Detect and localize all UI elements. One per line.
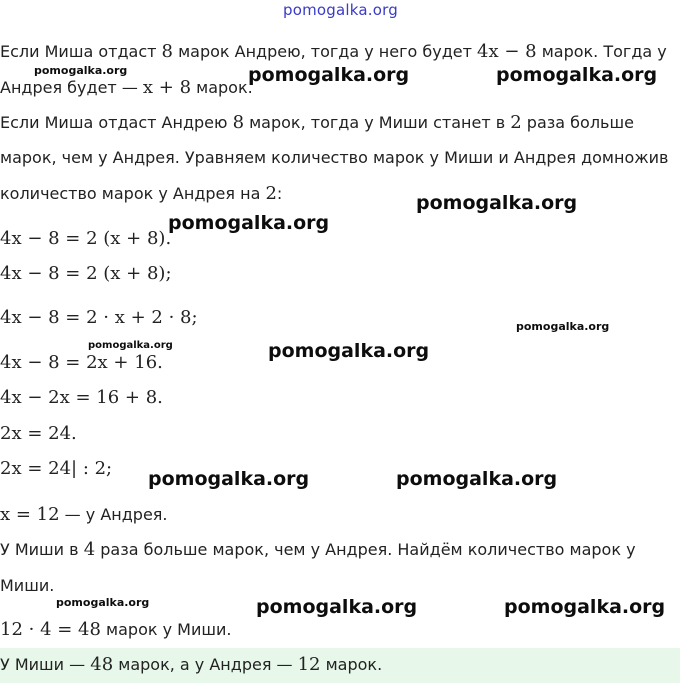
text-segment: раза больше xyxy=(521,113,634,132)
text-line xyxy=(0,78,253,98)
text-line xyxy=(0,620,232,640)
watermark: pomogalka.org xyxy=(88,340,173,351)
text-line xyxy=(0,505,168,525)
watermark: pomogalka.org xyxy=(496,64,658,86)
text-segment: марок Андрею, тогда у него будет xyxy=(172,42,478,61)
text-line xyxy=(0,229,171,249)
math-expression: 8 xyxy=(232,112,245,133)
watermark: pomogalka.org xyxy=(516,320,610,333)
math-expression: 4x − 8 xyxy=(477,41,537,62)
text-segment: марок, а у Андрея — xyxy=(113,655,298,674)
text-segment: марок. xyxy=(191,78,253,97)
math-expression: 4x − 8 = 2x + 16. xyxy=(0,352,163,373)
math-expression: 4x − 2x = 16 + 8. xyxy=(0,387,163,408)
math-expression: x = 12 xyxy=(0,504,60,525)
text-segment: марок, тогда у Миши станет в xyxy=(244,113,511,132)
text-segment: : xyxy=(276,184,283,203)
text-segment: Андрея будет — xyxy=(0,78,143,97)
text-line xyxy=(0,424,77,444)
text-line xyxy=(0,388,163,408)
math-expression: 48 xyxy=(90,654,114,675)
math-expression: 4 xyxy=(83,539,96,560)
text-segment: У Миши — xyxy=(0,655,91,674)
text-segment: У Миши в xyxy=(0,540,84,559)
watermark: pomogalka.org xyxy=(256,596,418,618)
text-segment: Если Миша отдаст Андрею xyxy=(0,113,233,132)
watermark: pomogalka.org xyxy=(56,596,150,609)
text-line xyxy=(0,148,668,168)
answer-line xyxy=(0,655,382,675)
watermark: pomogalka.org xyxy=(268,340,430,362)
text-line xyxy=(0,540,636,560)
text-line xyxy=(0,308,198,328)
watermark: pomogalka.org xyxy=(504,596,666,618)
math-expression: x + 8 xyxy=(142,77,192,98)
watermark: pomogalka.org xyxy=(148,468,310,490)
text-line xyxy=(0,42,667,62)
math-expression: 12 xyxy=(297,654,321,675)
math-expression: 4x − 8 = 2 · x + 2 · 8; xyxy=(0,307,198,328)
math-expression: 4x − 8 = 2 (x + 8); xyxy=(0,263,172,284)
math-expression: 8 xyxy=(161,41,173,62)
text-segment: Миши. xyxy=(0,576,55,595)
math-expression: 2x = 24| : 2; xyxy=(0,458,113,479)
text-segment: — у Андрея. xyxy=(59,505,168,524)
text-line xyxy=(0,353,163,373)
watermark: pomogalka.org xyxy=(168,212,330,234)
math-expression: 2 xyxy=(510,112,522,133)
math-expression: 2 xyxy=(265,183,277,204)
text-segment: раза больше марок, чем у Андрея. Найдём количество марок у xyxy=(95,540,636,559)
text-line xyxy=(0,576,54,596)
text-segment: марок, чем у Андрея. Уравняем количество марок у Миши и Андрея домножив xyxy=(0,148,669,167)
watermark: pomogalka.org xyxy=(416,192,578,214)
math-expression: 2x = 24. xyxy=(0,423,77,444)
math-expression: 12 · 4 = 48 xyxy=(0,619,101,640)
text-line xyxy=(0,459,112,479)
text-segment: Если Миша отдаст xyxy=(0,42,162,61)
text-line xyxy=(0,264,172,284)
math-expression: 4x − 8 = 2 (x + 8). xyxy=(0,228,172,249)
watermark: pomogalka.org xyxy=(396,468,558,490)
text-segment: марок. Тогда у xyxy=(536,42,667,61)
text-segment: марок. xyxy=(320,655,383,674)
text-line xyxy=(0,113,634,133)
text-segment: количество марок у Андрея на xyxy=(0,184,266,203)
site-header-link[interactable]: pomogalka.org xyxy=(283,1,398,19)
watermark: pomogalka.org xyxy=(248,64,410,86)
text-line xyxy=(0,184,282,204)
watermark: pomogalka.org xyxy=(34,64,128,77)
text-segment: марок у Миши. xyxy=(100,620,232,639)
